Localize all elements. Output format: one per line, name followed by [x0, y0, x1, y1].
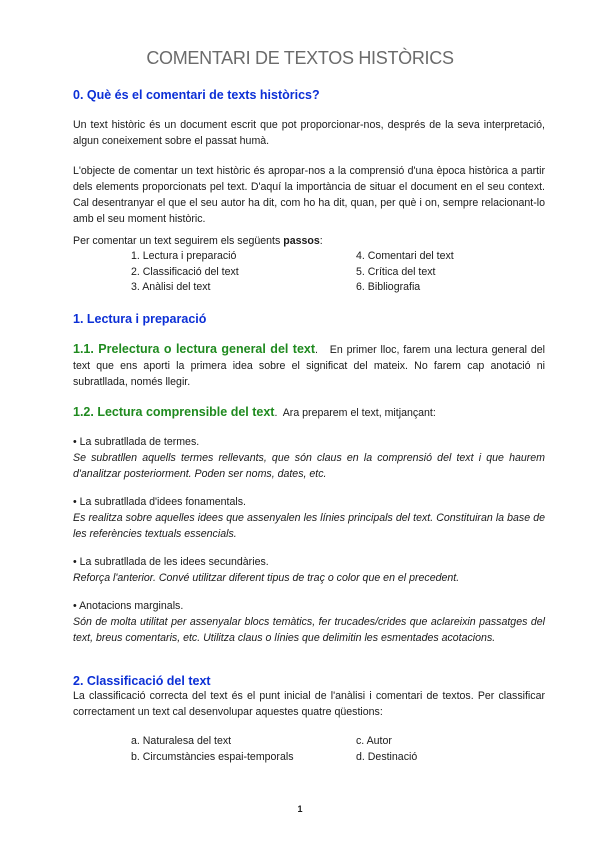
steps-list-left: [131, 249, 331, 296]
section-1-1-body: En primer lloc, farem una lectura general del text que ens aporti la primera idea sobre el significat del mateix. No farem cap anotació ni subratllada, només llegir.: [73, 344, 545, 388]
section-0-heading: 0. Què és el comentari de texts històrics?: [73, 88, 320, 102]
document-title: COMENTARI DE TEXTOS HISTÒRICS: [146, 48, 454, 68]
bullet-description: Se subratllen aquells termes rellevants, que són claus en la comprensió del text i que haurem d'analitzar posteriorment. Poden ser noms, dates, etc.: [73, 452, 545, 480]
section-1-1-heading: 1.1. Prelectura o lectura general del text: [73, 342, 316, 356]
question-item: b. Circumstàncies espai-temporals: [131, 750, 294, 763]
steps-intro-end: :: [319, 235, 323, 247]
step-item: 6. Bibliografia: [356, 281, 421, 293]
section-1-1-dot: .: [315, 344, 318, 356]
bullet-description: Són de molta utilitat per assenyalar blocs temàtics, fer trucades/crides que aclareixin passatges del text, breus comentaris, etc. Utilitza claus o línies que delimitin les esmentades acotacions.: [73, 616, 545, 644]
bullet-label: • La subratllada de les idees secundàries.: [73, 556, 269, 568]
step-item: 1. Lectura i preparació: [131, 250, 237, 262]
section-1-2-heading: 1.2. Lectura comprensible del text: [73, 405, 275, 419]
section-0-paragraph-3: [73, 233, 545, 249]
section-1-2-dot: .: [274, 407, 278, 419]
bullet-item: [73, 598, 545, 646]
page-number: 1: [297, 804, 303, 814]
steps-intro-bold: passos: [283, 235, 320, 247]
step-item: 4. Comentari del text: [356, 250, 454, 262]
section-2-heading: 2. Classificació del text: [73, 674, 211, 688]
bullet-description: Reforça l'anterior. Convé utilitzar diferent tipus de traç o color que en el precedent.: [73, 572, 460, 584]
steps-list-right: [356, 249, 546, 296]
section-1-1-paragraph: [73, 341, 545, 390]
step-item: 2. Classificació del text: [131, 265, 239, 278]
bullet-label: • La subratllada d'idees fonamentals.: [73, 496, 246, 508]
step-item: 3. Anàlisi del text: [131, 281, 211, 293]
bullet-item: [73, 554, 545, 586]
bullet-label: • Anotacions marginals.: [73, 600, 184, 612]
section-1-2-body: Ara preparem el text, mitjançant:: [282, 407, 436, 419]
section-0-paragraph-2: L'objecte de comentar un text històric és apropar-nos a la comprensió d'una època històrica a partir dels elements proporcionats pel text. D'aquí la importància de situar el document en el seu context. Cal desentranyar el que el seu autor ha dit, com ho ha dit, quan, per què i on, sempre relacionant-lo amb el seu moment històric.: [73, 165, 545, 225]
steps-intro-text: Per comentar un text seguirem els següents: [73, 235, 284, 247]
section-0-paragraph-1: Un text històric és un document escrit que pot proporcionar-nos, després de la seva interpretació, algun coneixement sobre el passat humà.: [73, 119, 545, 147]
questions-list-left: [131, 734, 351, 765]
bullet-label: • La subratllada de termes.: [73, 436, 200, 448]
questions-list-right: [356, 734, 546, 765]
question-item: a. Naturalesa del text: [131, 735, 232, 747]
bullet-item: [73, 434, 545, 482]
section-1-heading: 1. Lectura i preparació: [73, 312, 207, 326]
question-item: d. Destinació: [356, 750, 418, 763]
bullet-description: Es realitza sobre aquelles idees que assenyalen les línies principals del text. Constituiran la base de les referències textuals essencials.: [73, 512, 545, 540]
step-item: 5. Crítica del text: [356, 265, 436, 278]
section-1-2-paragraph: [73, 404, 545, 421]
section-2-paragraph: La classificació correcta del text és el punt inicial de l'anàlisi i comentari de textos. Per classificar correctament un text cal desenvolupar aquestes quatre qüestions:: [73, 690, 545, 718]
question-item: c. Autor: [356, 735, 392, 747]
bullet-item: [73, 494, 545, 542]
